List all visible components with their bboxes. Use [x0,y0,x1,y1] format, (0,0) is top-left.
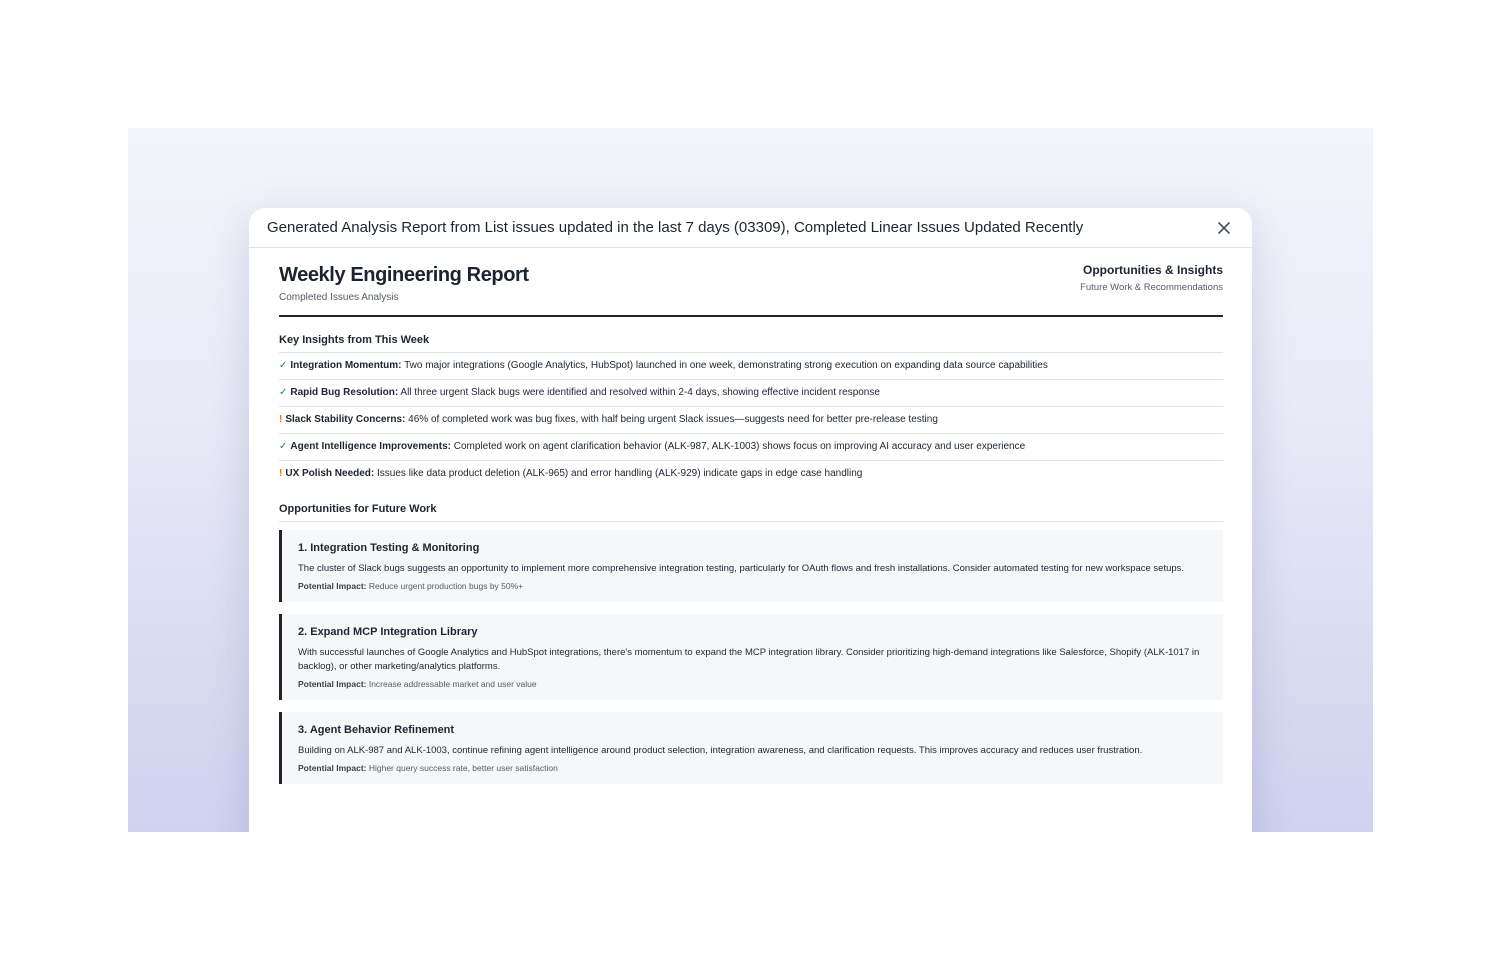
insights-section-title: Key Insights from This Week [279,334,1223,353]
report-content [249,248,1252,784]
insight-label: Agent Intelligence Improvements: [290,441,451,452]
check-icon: ✓ [279,360,288,371]
modal-header [249,208,1252,248]
warning-icon: ! [279,414,283,425]
report-meta-title: Opportunities & Insights [1083,263,1223,277]
close-icon [1218,222,1230,234]
insight-label: Rapid Bug Resolution: [290,387,399,398]
insight-label: Slack Stability Concerns: [285,414,406,425]
close-button[interactable] [1214,218,1234,238]
insight-text: 46% of completed work was bug fixes, with half being urgent Slack issues—suggests need for better pre-release testing [405,414,938,425]
opportunity-card [279,530,1223,602]
impact-text: Reduce urgent production bugs by 50%+ [366,581,524,591]
insight-text: Completed work on agent clarification behavior (ALK-987, ALK-1003) shows focus on improving AI accuracy and user experience [450,441,1026,452]
impact-label: Potential Impact: [298,763,367,773]
impact-text: Increase addressable market and user value [366,679,537,689]
report-subtitle: Completed Issues Analysis [279,292,399,303]
report-header [279,262,1223,317]
insight-item [279,380,1223,407]
impact-text: Higher query success rate, better user satisfaction [366,763,558,773]
check-icon: ✓ [279,441,288,452]
insights-list [279,353,1223,487]
impact-label: Potential Impact: [298,581,367,591]
insight-label: Integration Momentum: [290,360,402,371]
opportunity-impact [298,679,1207,689]
opportunity-body: Building on ALK-987 and ALK-1003, continue refining agent intelligence around product selection, integration awareness, and clarification requests. This improves accuracy and reduces user frustration. [298,745,1143,756]
insight-text: All three urgent Slack bugs were identified and resolved within 2-4 days, showing effective incident response [398,387,880,398]
warning-icon: ! [279,468,283,479]
page-backdrop [128,128,1373,832]
opportunity-title: 1. Integration Testing & Monitoring [298,542,480,554]
modal-title: Generated Analysis Report from List issues updated in the last 7 days (03309), Completed Linear Issues Updated Recently [267,219,1084,236]
opportunity-body: The cluster of Slack bugs suggests an opportunity to implement more comprehensive integration testing, particularly for OAuth flows and fresh installations. Consider automated testing for new workspace setups. [298,563,1185,574]
report-title: Weekly Engineering Report [279,264,529,286]
report-modal [249,208,1252,832]
insight-item [279,353,1223,380]
insight-text: Two major integrations (Google Analytics, HubSpot) launched in one week, demonstrating strong execution on expanding data source capabilities [401,360,1048,371]
report-meta-subtitle: Future Work & Recommendations [1080,282,1223,293]
opportunity-body: With successful launches of Google Analytics and HubSpot integrations, there's momentum to expand the MCP integration library. Consider prioritizing high-demand integrations like Salesforce, Shopify (ALK-1017 in backlog), or other marketing/analytics platforms. [298,647,1200,672]
report-meta [1080,262,1223,293]
opportunity-title: 3. Agent Behavior Refinement [298,724,455,736]
report-title-group [279,262,529,303]
insight-item [279,461,1223,487]
insight-item [279,407,1223,434]
opportunity-impact [298,581,1207,591]
opportunity-title: 2. Expand MCP Integration Library [298,626,478,638]
check-icon: ✓ [279,387,288,398]
insight-item [279,434,1223,461]
opportunity-impact [298,763,1207,773]
insight-text: Issues like data product deletion (ALK-965) and error handling (ALK-929) indicate gaps in edge case handling [374,468,863,479]
opportunities-section-title: Opportunities for Future Work [279,503,1223,522]
insight-label: UX Polish Needed: [285,468,375,479]
opportunity-card [279,614,1223,700]
impact-label: Potential Impact: [298,679,367,689]
opportunity-card [279,712,1223,784]
